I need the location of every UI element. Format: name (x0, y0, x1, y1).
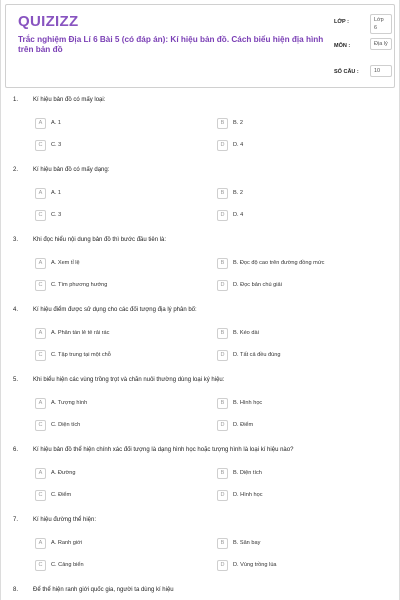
option-letter-box: C (35, 280, 46, 291)
question-text: Khi biểu hiện các vùng trồng trọt và chăn nuôi thường dùng loại ký hiệu: (33, 377, 225, 383)
option-letter-box: A (35, 258, 46, 269)
option-text: A. 1 (51, 190, 61, 196)
question-count-label: SỐ CÂU : (334, 69, 359, 75)
option-text: A. Đường (51, 470, 76, 476)
answer-option-c[interactable] (35, 489, 71, 501)
grade-value: Lớp 6 (370, 14, 392, 34)
answer-option-c[interactable] (35, 279, 107, 291)
answer-option-a[interactable] (35, 187, 61, 199)
option-text: C. Tập trung tại một chỗ (51, 352, 111, 358)
answer-option-b[interactable] (217, 187, 243, 199)
option-letter-box: C (35, 560, 46, 571)
option-letter-box: B (217, 188, 228, 199)
option-letter-box: C (35, 490, 46, 501)
answer-option-b[interactable] (217, 257, 324, 269)
option-letter-box: B (217, 328, 228, 339)
question-count-value: 10 (370, 65, 392, 77)
option-text: C. Diện tích (51, 422, 81, 428)
option-text: D. Điểm (233, 422, 254, 428)
option-text: C. Điểm (51, 492, 72, 498)
answer-option-a[interactable] (35, 257, 80, 269)
option-letter-box: A (35, 118, 46, 129)
option-letter-box: B (217, 468, 228, 479)
option-text: C. 3 (51, 142, 62, 148)
option-letter-box: D (217, 490, 228, 501)
question-number: 8. (13, 587, 19, 593)
answer-option-d[interactable] (217, 279, 282, 291)
question-text: Kí hiệu điểm được sử dụng cho các đối tượng địa lý phân bố: (33, 307, 197, 313)
option-letter-box: C (35, 350, 46, 361)
option-text: A. Tượng hình (51, 400, 88, 406)
grade-label: LỚP : (334, 19, 349, 25)
answer-option-c[interactable] (35, 419, 80, 431)
option-letter-box: B (217, 398, 228, 409)
option-text: D. 4 (233, 142, 244, 148)
option-letter-box: A (35, 398, 46, 409)
option-letter-box: D (217, 350, 228, 361)
question-number: 1. (13, 97, 19, 103)
answer-option-a[interactable] (35, 327, 109, 339)
option-text: A. 1 (51, 120, 61, 126)
option-letter-box: A (35, 188, 46, 199)
option-text: B. Diện tích (233, 470, 262, 476)
answer-option-b[interactable] (217, 467, 262, 479)
option-text: D. 4 (233, 212, 244, 218)
question-text: Kí hiệu đường thể hiện: (33, 517, 96, 523)
question-text: Kí hiệu bản đồ thể hiện chính xác đối tượng là dạng hình học hoặc tượng hình là loại kí hiệu nào? (33, 447, 294, 453)
option-letter-box: B (217, 538, 228, 549)
option-text: B. Kéo dài (233, 330, 259, 336)
subject-value: Địa lý (370, 38, 392, 50)
question-text: Kí hiệu bản đồ có mấy loại: (33, 97, 106, 103)
option-text: C. Cảng biển (51, 562, 84, 568)
question-text: Kí hiệu bản đồ có mấy dạng: (33, 167, 110, 173)
option-letter-box: C (35, 420, 46, 431)
answer-option-b[interactable] (217, 327, 259, 339)
answer-option-a[interactable] (35, 117, 61, 129)
answer-option-c[interactable] (35, 139, 61, 151)
option-letter-box: D (217, 420, 228, 431)
answer-option-c[interactable] (35, 559, 84, 571)
option-letter-box: C (35, 210, 46, 221)
option-text: B. Sân bay (233, 540, 261, 546)
option-text: D. Vùng trồng lúa (233, 562, 277, 568)
option-letter-box: A (35, 468, 46, 479)
option-text: C. Tìm phương hướng (51, 282, 108, 288)
option-text: B. Đọc độ cao trên đường đồng mức (233, 260, 325, 266)
option-text: B. 2 (233, 120, 243, 126)
answer-option-d[interactable] (217, 139, 243, 151)
option-letter-box: D (217, 280, 228, 291)
option-letter-box: C (35, 140, 46, 151)
option-text: B. 2 (233, 190, 243, 196)
question-text: Để thể hiện ranh giới quốc gia, người ta dùng kí hiệu (33, 587, 174, 593)
page-edge-left (0, 0, 1, 600)
option-text: A. Phân tán lẻ tẻ rải rác (51, 330, 110, 336)
subject-label: MÔN : (334, 43, 351, 49)
answer-option-b[interactable] (217, 537, 260, 549)
question-number: 7. (13, 517, 19, 523)
option-letter-box: B (217, 258, 228, 269)
option-text: D. Tất cả đều đúng (233, 352, 281, 358)
question-number: 3. (13, 237, 19, 243)
answer-option-d[interactable] (217, 419, 253, 431)
option-letter-box: D (217, 210, 228, 221)
option-letter-box: A (35, 328, 46, 339)
answer-option-b[interactable] (217, 397, 262, 409)
answer-option-d[interactable] (217, 559, 277, 571)
question-number: 5. (13, 377, 19, 383)
question-number: 4. (13, 307, 19, 313)
answer-option-a[interactable] (35, 467, 76, 479)
answer-option-a[interactable] (35, 537, 82, 549)
option-letter-box: B (217, 118, 228, 129)
question-number: 6. (13, 447, 19, 453)
option-text: A. Xem tỉ lệ (51, 260, 80, 266)
option-text: B. Hình học (233, 400, 263, 406)
question-number: 2. (13, 167, 19, 173)
worksheet-header (5, 4, 395, 88)
option-text: C. 3 (51, 212, 62, 218)
option-letter-box: D (217, 560, 228, 571)
option-text: D. Đọc bản chú giải (233, 282, 282, 288)
option-letter-box: D (217, 140, 228, 151)
option-letter-box: A (35, 538, 46, 549)
answer-option-a[interactable] (35, 397, 87, 409)
answer-option-c[interactable] (35, 209, 61, 221)
answer-option-d[interactable] (217, 349, 280, 361)
answer-option-b[interactable] (217, 117, 243, 129)
answer-option-c[interactable] (35, 349, 111, 361)
answer-option-d[interactable] (217, 209, 243, 221)
quizizz-logo: QUIZIZZ (18, 13, 79, 30)
answer-option-d[interactable] (217, 489, 263, 501)
worksheet-title: Trắc nghiệm Địa Lí 6 Bài 5 (có đáp án): Kí hiệu bản đồ. Cách biểu hiện địa hình trên bản đồ (18, 35, 324, 54)
question-text: Khi đọc hiểu nội dung bản đồ thì bước đầu tiên là: (33, 237, 167, 243)
option-text: D. Hình học (233, 492, 263, 498)
option-text: A. Ranh giới (51, 540, 83, 546)
